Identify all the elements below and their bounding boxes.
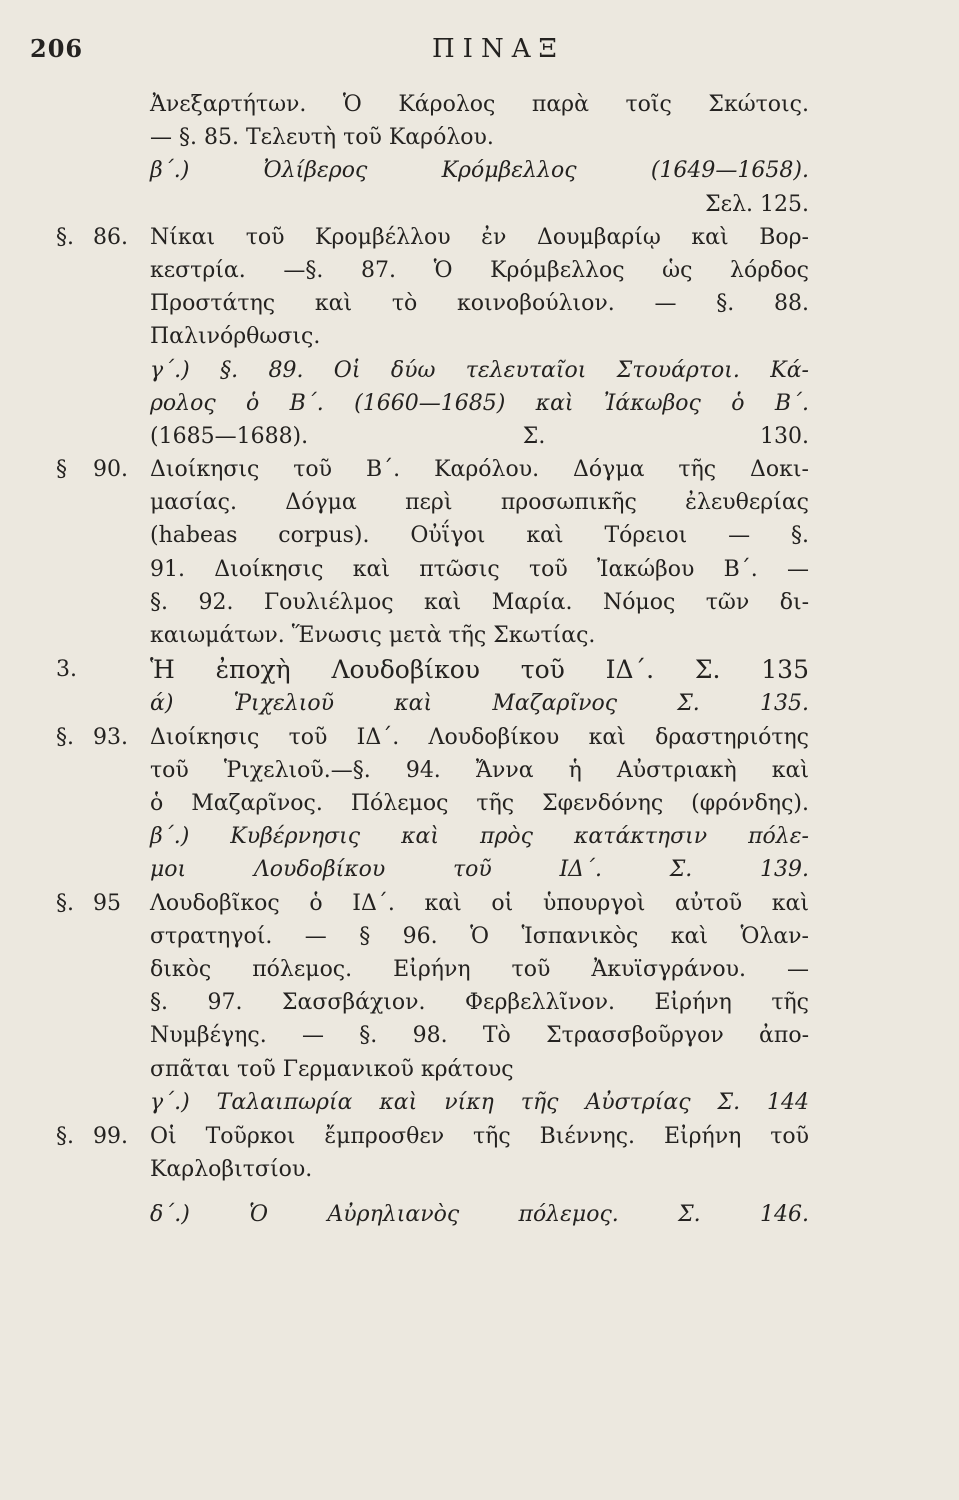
section-marker: § bbox=[56, 457, 67, 482]
index-entry-text: Ἀνεξαρτήτων. Ὁ Κάρολος παρὰ τοῖς Σκώτοις. bbox=[150, 92, 809, 117]
index-entry-text: 91. Διοίκησις καὶ πτῶσις τοῦ Ἰακώβου Β΄. — bbox=[150, 557, 809, 582]
index-entry-text: μοι Λουδοβίκου τοῦ ΙΔ΄. Σ. 139. bbox=[150, 857, 809, 882]
index-entry-text: Διοίκησις τοῦ Β΄. Καρόλου. Δόγμα τῆς Δοκι- bbox=[150, 457, 809, 482]
index-entry-text: Καρλοβιτσίου. bbox=[150, 1157, 313, 1182]
index-entry-text: ρολος ὁ Β΄. (1660—1685) καὶ Ἰάκωβος ὁ Β΄. bbox=[150, 391, 809, 416]
index-entry-text: ὁ Μαζαρῖνος. Πόλεμος τῆς Σφενδόνης (φρόνδης). bbox=[150, 791, 809, 816]
index-entry-text: κεστρία. —§. 87. Ὁ Κρόμβελλος ὡς λόρδος bbox=[150, 258, 809, 283]
index-entry-text: (1685—1688). Σ. 130. bbox=[150, 424, 809, 449]
index-entry-text: (habeas corpus). Οὐΐγοι καὶ Τόρειοι — §. bbox=[150, 523, 809, 548]
section-marker: 3. bbox=[56, 657, 77, 682]
index-entry-text: Προστάτης καὶ τὸ κοινοβούλιον. — §. 88. bbox=[150, 291, 809, 316]
index-entry-text: μασίας. Δόγμα περὶ προσωπικῆς ἐλευθερίας bbox=[150, 490, 809, 515]
index-entry-text: §. 97. Σασσβάχιον. Φερβελλῖνον. Εἰρήνη τῆς bbox=[150, 990, 809, 1015]
index-entry-text: β΄.) Κυβέρνησις καὶ πρὸς κατάκτησιν πόλε- bbox=[150, 824, 809, 849]
index-entry-text: ά) Ῥιχελιοῦ καὶ Μαζαρῖνος Σ. 135. bbox=[150, 691, 809, 716]
index-entry-text: στρατηγοί. — § 96. Ὁ Ἱσπανικὸς καὶ Ὁλαν- bbox=[150, 924, 809, 949]
section-marker: §. bbox=[56, 225, 74, 250]
index-entry-text: — §. 85. Τελευτὴ τοῦ Καρόλου. bbox=[150, 125, 494, 150]
index-entry-text: δικὸς πόλεμος. Εἰρήνη τοῦ Ἀκυϊσγράνου. — bbox=[150, 957, 809, 982]
index-entry-text: γ΄.) §. 89. Οἱ δύω τελευταῖοι Στουάρτοι. Κά- bbox=[150, 358, 809, 383]
section-number: 99. bbox=[93, 1124, 128, 1149]
index-entry-text: τοῦ Ῥιχελιοῦ.—§. 94. Ἄννα ἡ Αὐστριακὴ καὶ bbox=[150, 758, 809, 783]
index-entry-text: Παλινόρθωσις. bbox=[150, 324, 321, 349]
index-entry-text: δ΄.) Ὁ Αὐρηλιανὸς πόλεμος. Σ. 146. bbox=[150, 1202, 809, 1227]
page-number: 206 bbox=[30, 34, 84, 63]
index-entry-text: β΄.) Ὀλίβερος Κρόμβελλος (1649—1658). bbox=[150, 158, 809, 183]
section-marker: §. bbox=[56, 1124, 74, 1149]
section-marker: §. bbox=[56, 891, 74, 916]
running-head: ΠΙΝΑΞ bbox=[432, 34, 565, 64]
index-entry-text: γ΄.) Ταλαιπωρία καὶ νίκη τῆς Αὐστρίας Σ. 144 bbox=[150, 1090, 809, 1115]
index-entry-text: σπᾶται τοῦ Γερμανικοῦ κράτους bbox=[150, 1057, 514, 1082]
index-entry-text: Οἱ Τοῦρκοι ἔμπροσθεν τῆς Βιέννης. Εἰρήνη τοῦ bbox=[150, 1124, 809, 1149]
index-entry-text: Νυμβέγης. — §. 98. Τὸ Στρασσβοῦργον ἀπο- bbox=[150, 1023, 809, 1048]
section-number: 95 bbox=[93, 891, 121, 916]
section-number: 90. bbox=[93, 457, 128, 482]
section-number: 93. bbox=[93, 725, 128, 750]
index-entry-text: Λουδοβῖκος ὁ ΙΔ΄. καὶ οἱ ὑπουργοὶ αὐτοῦ καὶ bbox=[150, 891, 809, 916]
index-entry-text: Σελ. 125. bbox=[705, 192, 809, 217]
index-entry-text: Ἡ ἐποχὴ Λουδοβίκου τοῦ ΙΔ΄. Σ. 135 bbox=[150, 655, 809, 684]
section-number: 86. bbox=[93, 225, 128, 250]
section-marker: §. bbox=[56, 725, 74, 750]
index-entry-text: Νίκαι τοῦ Κρομβέλλου ἐν Δουμβαρίῳ καὶ Βορ- bbox=[150, 225, 809, 250]
index-entry-text: καιωμάτων. Ἕνωσις μετὰ τῆς Σκωτίας. bbox=[150, 623, 596, 648]
index-entry-text: Διοίκησις τοῦ ΙΔ΄. Λουδοβίκου καὶ δραστηριότης bbox=[150, 725, 809, 750]
index-entry-text: §. 92. Γουλιέλμος καὶ Μαρία. Νόμος τῶν δι- bbox=[150, 590, 809, 615]
